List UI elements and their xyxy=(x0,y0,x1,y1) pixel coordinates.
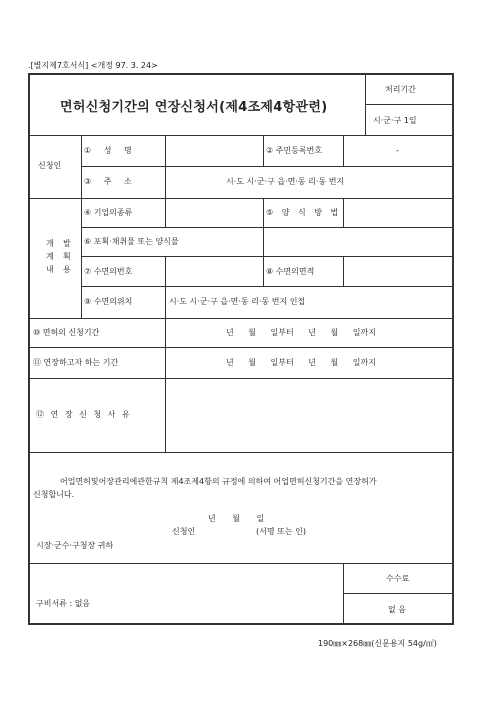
paper-size-note: 190㎜×268㎜(신문용지 54g/㎡) xyxy=(318,639,437,648)
recipient: 시장·군수·구청장 귀하 xyxy=(36,541,114,550)
dev-plan-label-char: 발 xyxy=(63,239,71,248)
name-field[interactable] xyxy=(167,137,261,164)
water-number-label: ⑦ 수면의번호 xyxy=(84,267,133,276)
water-location-field[interactable]: 시·도 시·군·구 읍·면·동 리·동 번지 인접 xyxy=(169,297,306,306)
dev-plan-label-char: 획 xyxy=(63,252,71,261)
form-number-note: .[별지제7호서식] <개정 97. 3. 24> xyxy=(28,61,158,70)
extension-reason-field[interactable] xyxy=(167,380,450,450)
extension-reason-label: ⑫ 연 장 신 청 사 유 xyxy=(36,410,132,419)
resident-number-field[interactable]: - xyxy=(396,146,399,155)
extension-period-label: ⑪ 연장하고자 하는 기간 xyxy=(33,358,119,367)
water-location-label: ⑨ 수면의위치 xyxy=(84,297,133,306)
processing-period-label: 처리기간 xyxy=(385,85,416,94)
dev-plan-label-char: 내 xyxy=(46,265,54,274)
statement-line-1: 어업면허및어장관리에관한규칙 제4조제4항의 규정에 의하여 어업면허신청기간을 연장허가 xyxy=(60,477,377,486)
extension-period-field[interactable]: 년 월 일부터 년 월 일까지 xyxy=(226,358,376,367)
address-label: ③ 주 소 xyxy=(84,177,137,186)
application-date[interactable]: 년 월 일 xyxy=(208,514,265,523)
business-type-field[interactable] xyxy=(167,200,261,225)
address-field[interactable]: 시·도 시·군·구 읍·면·동 리·동 번지 xyxy=(226,177,345,186)
applicant-section-label: 신청인 xyxy=(38,161,62,170)
fee-value: 없 음 xyxy=(388,605,406,614)
applicant-sign-label: 신청인 xyxy=(172,527,196,536)
dev-plan-label-char: 계 xyxy=(46,252,54,261)
application-period-label: ⑩ 면허의 신청기간 xyxy=(33,328,100,337)
required-documents: 구비서류 : 없음 xyxy=(36,599,91,608)
application-period-field[interactable]: 년 월 일부터 년 월 일까지 xyxy=(226,328,376,337)
fee-label: 수수료 xyxy=(386,574,410,583)
processing-period-value: 시·군·구 1일 xyxy=(373,116,417,125)
name-label: ① 성 명 xyxy=(84,146,137,155)
form-title: 면허신청기간의 연장신청서(제4조제4항관련) xyxy=(60,100,328,115)
dev-plan-label-char: 개 xyxy=(46,239,54,248)
catch-label: ⑥ 포획·채취물 또는 양식물 xyxy=(84,237,179,246)
culture-method-field[interactable] xyxy=(345,200,450,225)
water-area-label: ⑧ 수면의면적 xyxy=(266,267,315,276)
business-type-label: ④ 기업의종류 xyxy=(84,208,133,217)
signature-note: (서명 또는 인) xyxy=(256,527,306,536)
culture-method-label: ⑤ 양 식 방 법 xyxy=(266,208,342,217)
resident-number-label: ② 주민등록번호 xyxy=(266,146,323,155)
dev-plan-label-char: 용 xyxy=(63,265,71,274)
statement-line-2: 신청합니다. xyxy=(33,490,75,499)
